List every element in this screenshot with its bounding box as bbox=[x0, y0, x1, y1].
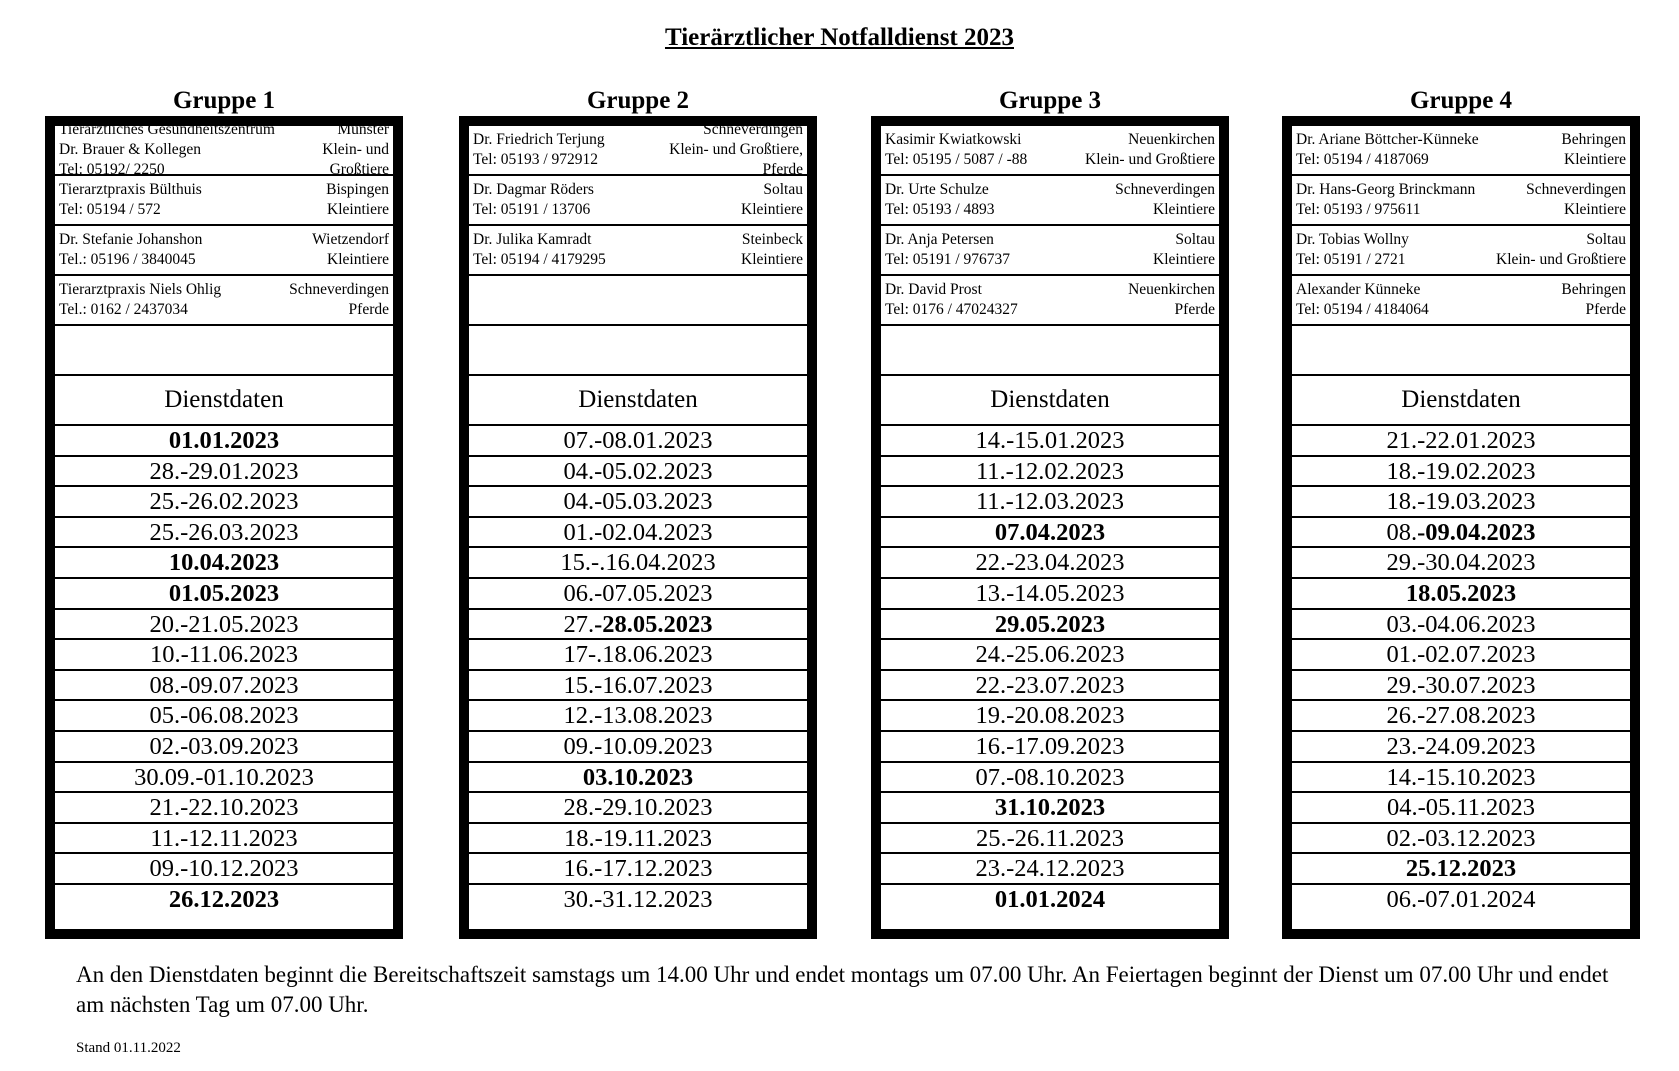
date-text: 04.-05.02.2023 bbox=[563, 457, 713, 485]
date-text: 20.-21.05.2023 bbox=[149, 610, 299, 638]
contact-location-species bbox=[741, 230, 803, 270]
contact-name-phone bbox=[1296, 230, 1409, 270]
service-date bbox=[881, 487, 1219, 518]
contact-name-phone bbox=[885, 280, 1018, 320]
service-date bbox=[469, 487, 807, 518]
date-text: 22.-23.07.2023 bbox=[975, 671, 1125, 699]
service-date bbox=[55, 763, 393, 794]
contact-line: Tel: 05194 / 4187069 bbox=[1296, 151, 1429, 168]
date-text: 21.-22.10.2023 bbox=[149, 794, 299, 822]
date-text: 05.-06.08.2023 bbox=[149, 702, 299, 730]
contact-line: Neuenkirchen bbox=[1128, 131, 1215, 148]
group-table bbox=[1282, 116, 1640, 939]
service-date bbox=[55, 487, 393, 518]
contact-row bbox=[469, 176, 807, 226]
group-table bbox=[871, 116, 1229, 939]
contact-line: Tel: 05195 / 5087 / -88 bbox=[885, 151, 1028, 168]
holiday-date-text: 10.04.2023 bbox=[168, 549, 280, 577]
service-date bbox=[1292, 793, 1630, 824]
contact-line: Pferde bbox=[348, 301, 389, 318]
holiday-date-text: 29.05.2023 bbox=[994, 610, 1106, 638]
date-text: 11.-12.03.2023 bbox=[975, 488, 1125, 516]
date-text: 25.-26.03.2023 bbox=[149, 518, 299, 546]
contact-row bbox=[881, 226, 1219, 276]
holiday-date-text: 01.01.2024 bbox=[994, 885, 1106, 913]
contact-row bbox=[881, 176, 1219, 226]
date-text: 14.-15.10.2023 bbox=[1386, 763, 1536, 791]
contact-line: Behringen bbox=[1561, 131, 1626, 148]
service-date bbox=[1292, 518, 1630, 549]
contact-name-phone bbox=[473, 180, 594, 220]
contact-row bbox=[55, 326, 393, 376]
contact-row bbox=[469, 326, 807, 376]
service-date bbox=[469, 732, 807, 763]
contact-location-species bbox=[1128, 280, 1215, 320]
contact-location-species bbox=[326, 180, 389, 220]
contact-name-phone bbox=[59, 180, 202, 220]
contact-line: Dr. Tobias Wollny bbox=[1296, 231, 1409, 248]
holiday-date-text: 03.10.2023 bbox=[582, 763, 694, 791]
date-text: 06.-07.05.2023 bbox=[563, 579, 713, 607]
service-date bbox=[1292, 763, 1630, 794]
contact-line: Pferde bbox=[1174, 301, 1215, 318]
service-date bbox=[1292, 548, 1630, 579]
contact-line: Schneverdingen bbox=[703, 121, 803, 138]
contact-line: Dr. Ariane Böttcher-Künneke bbox=[1296, 131, 1479, 148]
date-text: 25.-26.02.2023 bbox=[149, 488, 299, 516]
contact-line: Tel: 05193 / 4893 bbox=[885, 201, 995, 218]
contact-line: Soltau bbox=[1586, 231, 1626, 248]
contact-line: Klein- und bbox=[322, 141, 389, 158]
contact-name-phone bbox=[885, 180, 995, 220]
date-text: 01.-02.07.2023 bbox=[1386, 641, 1536, 669]
contact-line: Schneverdingen bbox=[1115, 181, 1215, 198]
service-date bbox=[469, 640, 807, 671]
contact-line: Kasimir Kwiatkowski bbox=[885, 131, 1022, 148]
contact-line: Tel: 05191 / 13706 bbox=[473, 201, 591, 218]
date-text: 19.-20.08.2023 bbox=[975, 702, 1125, 730]
contact-line: Schneverdingen bbox=[1526, 181, 1626, 198]
service-date bbox=[469, 854, 807, 885]
contact-name-phone bbox=[473, 130, 605, 170]
contact-line: Dr. Friedrich Terjung bbox=[473, 131, 605, 148]
contact-line: Steinbeck bbox=[741, 231, 803, 248]
contact-line: Klein- und Großtiere, bbox=[669, 141, 803, 158]
service-date bbox=[55, 518, 393, 549]
contact-line: Kleintiere bbox=[1153, 251, 1215, 268]
service-date bbox=[1292, 579, 1630, 610]
service-date bbox=[55, 457, 393, 488]
service-date bbox=[1292, 426, 1630, 457]
contact-row bbox=[881, 326, 1219, 376]
service-date bbox=[881, 671, 1219, 702]
contact-location-species bbox=[1115, 180, 1215, 220]
date-text: 15.-.16.04.2023 bbox=[560, 549, 716, 577]
contact-location-species bbox=[1153, 230, 1215, 270]
contact-location-species bbox=[1561, 130, 1626, 170]
date-text: 18.-19.03.2023 bbox=[1386, 488, 1536, 516]
date-text: 23.-24.12.2023 bbox=[975, 855, 1125, 883]
date-text: 11.-12.11.2023 bbox=[150, 824, 298, 852]
contact-line: Wietzendorf bbox=[312, 231, 389, 248]
holiday-date-text: -09.04.2023 bbox=[1417, 518, 1536, 546]
contact-line: Klein- und Großtiere bbox=[1496, 251, 1626, 268]
date-text: 08. bbox=[1386, 518, 1418, 546]
holiday-date-text: 07.04.2023 bbox=[994, 518, 1106, 546]
contact-row bbox=[1292, 226, 1630, 276]
contact-name-phone bbox=[885, 130, 1027, 170]
date-text: 30.09.-01.10.2023 bbox=[134, 763, 314, 791]
date-text: 27. bbox=[563, 610, 595, 638]
service-date bbox=[1292, 487, 1630, 518]
contact-line: Tel: 05193 / 975611 bbox=[1296, 201, 1421, 218]
holiday-date-text: -28.05.2023 bbox=[594, 610, 713, 638]
service-date bbox=[469, 548, 807, 579]
date-text: 04.-05.11.2023 bbox=[1386, 794, 1536, 822]
contact-line: Kleintiere bbox=[1564, 201, 1626, 218]
group-heading: Gruppe 1 bbox=[172, 87, 276, 114]
contact-row bbox=[55, 276, 393, 326]
contact-line: Neuenkirchen bbox=[1128, 281, 1215, 298]
contact-line: Kleintiere bbox=[1564, 151, 1626, 168]
contact-row bbox=[1292, 276, 1630, 326]
contact-line: Kleintiere bbox=[327, 251, 389, 268]
contact-name-phone bbox=[885, 230, 1010, 270]
date-text: 22.-23.04.2023 bbox=[975, 549, 1125, 577]
service-date bbox=[881, 885, 1219, 916]
contact-location-species bbox=[1085, 130, 1215, 170]
contact-line: Tierarztpraxis Niels Ohlig bbox=[59, 281, 222, 298]
date-text: 26.-27.08.2023 bbox=[1386, 702, 1536, 730]
dates-header: Dienstdaten bbox=[469, 376, 807, 426]
date-text: 15.-16.07.2023 bbox=[563, 671, 713, 699]
date-text: 25.-26.11.2023 bbox=[975, 824, 1125, 852]
contact-line: Tel: 05194 / 4179295 bbox=[473, 251, 606, 268]
contact-line: Dr. Brauer & Kollegen bbox=[59, 141, 202, 158]
contact-location-species bbox=[1561, 280, 1626, 320]
contact-line: Dr. Anja Petersen bbox=[885, 231, 994, 248]
contact-line: Tel: 0176 / 47024327 bbox=[885, 301, 1018, 318]
service-date bbox=[1292, 671, 1630, 702]
service-date bbox=[881, 457, 1219, 488]
date-text: 04.-05.03.2023 bbox=[563, 488, 713, 516]
holiday-date-text: 01.01.2023 bbox=[168, 427, 280, 454]
contact-row bbox=[55, 176, 393, 226]
service-date bbox=[55, 824, 393, 855]
service-hours-note: An den Dienstdaten beginnt die Bereitschaftszeit samstags um 14.00 Uhr und endet montags um 07.00 Uhr. An Feiertagen beginnt der Dienst um 07.00 Uhr und endet am nächsten Tag um 07.00 Uhr. bbox=[76, 962, 1609, 1017]
contact-name-phone bbox=[59, 280, 221, 320]
contact-line: Kleintiere bbox=[327, 201, 389, 218]
contact-location-species bbox=[669, 120, 803, 180]
service-date bbox=[1292, 854, 1630, 885]
contact-row bbox=[881, 126, 1219, 176]
service-date bbox=[55, 579, 393, 610]
contact-line: Dr. Stefanie Johanshon bbox=[59, 231, 203, 248]
date-text: 07.-08.10.2023 bbox=[975, 763, 1125, 791]
date-text: 23.-24.09.2023 bbox=[1386, 732, 1536, 760]
holiday-date-text: 31.10.2023 bbox=[994, 794, 1106, 822]
contact-location-species bbox=[312, 230, 389, 270]
contact-row bbox=[469, 226, 807, 276]
date-text: 28.-29.01.2023 bbox=[149, 457, 299, 485]
service-date bbox=[55, 885, 393, 916]
date-text: 06.-07.01.2024 bbox=[1386, 885, 1536, 913]
service-date bbox=[469, 701, 807, 732]
contact-line: Kleintiere bbox=[741, 201, 803, 218]
contact-line: Dr. Urte Schulze bbox=[885, 181, 989, 198]
service-date bbox=[55, 793, 393, 824]
group-heading: Gruppe 3 bbox=[998, 87, 1102, 114]
date-text: 14.-15.01.2023 bbox=[975, 427, 1125, 454]
contact-line: Tel: 05191 / 2721 bbox=[1296, 251, 1406, 268]
date-text: 29.-30.04.2023 bbox=[1386, 549, 1536, 577]
service-date bbox=[881, 824, 1219, 855]
date-text: 07.-08.01.2023 bbox=[563, 427, 713, 454]
contact-location-species bbox=[1496, 230, 1626, 270]
date-text: 21.-22.01.2023 bbox=[1386, 427, 1536, 454]
contact-line: Tel.: 05196 / 3840045 bbox=[59, 251, 196, 268]
contact-location-species bbox=[322, 120, 389, 180]
service-date bbox=[469, 824, 807, 855]
contact-name-phone bbox=[59, 120, 275, 180]
date-text: 30.-31.12.2023 bbox=[563, 885, 713, 913]
date-text: 16.-17.09.2023 bbox=[975, 732, 1125, 760]
date-text: 09.-10.12.2023 bbox=[149, 855, 299, 883]
service-date bbox=[1292, 701, 1630, 732]
date-text: 16.-17.12.2023 bbox=[563, 855, 713, 883]
contact-row bbox=[55, 121, 393, 178]
date-text: 01.-02.04.2023 bbox=[563, 518, 713, 546]
dates-header: Dienstdaten bbox=[1292, 376, 1630, 426]
contact-line: Dr. Dagmar Röders bbox=[473, 181, 594, 198]
service-date bbox=[469, 793, 807, 824]
contact-line: Dr. Julika Kamradt bbox=[473, 231, 592, 248]
contact-location-species bbox=[741, 180, 803, 220]
date-text: 18.-19.02.2023 bbox=[1386, 457, 1536, 485]
contact-line: Tierarztpraxis Bülthuis bbox=[59, 181, 202, 198]
group-column bbox=[871, 86, 1229, 939]
group-column bbox=[459, 86, 817, 939]
contact-line: Munster bbox=[337, 121, 389, 138]
service-date bbox=[881, 610, 1219, 641]
contact-row bbox=[469, 276, 807, 326]
service-date bbox=[469, 885, 807, 916]
group-table bbox=[45, 116, 403, 939]
contact-line: Dr. Hans-Georg Brinckmann bbox=[1296, 181, 1476, 198]
service-date bbox=[1292, 457, 1630, 488]
dates-header: Dienstdaten bbox=[881, 376, 1219, 426]
service-date bbox=[55, 854, 393, 885]
service-date bbox=[55, 610, 393, 641]
contact-location-species bbox=[1526, 180, 1626, 220]
service-date bbox=[55, 671, 393, 702]
date-text: 28.-29.10.2023 bbox=[563, 794, 713, 822]
date-text: 02.-03.12.2023 bbox=[1386, 824, 1536, 852]
service-date bbox=[1292, 640, 1630, 671]
group-column bbox=[1282, 86, 1640, 939]
service-date bbox=[881, 701, 1219, 732]
date-text: 11.-12.02.2023 bbox=[975, 457, 1125, 485]
date-text: 18.-19.11.2023 bbox=[563, 824, 713, 852]
contact-line: Tel.: 0162 / 2437034 bbox=[59, 301, 188, 318]
contact-line: Tel: 05191 / 976737 bbox=[885, 251, 1011, 268]
date-text: 02.-03.09.2023 bbox=[149, 732, 299, 760]
contact-name-phone bbox=[473, 230, 606, 270]
group-heading: Gruppe 2 bbox=[586, 87, 690, 114]
service-date bbox=[881, 732, 1219, 763]
contact-line: Kleintiere bbox=[741, 251, 803, 268]
date-text: 08.-09.07.2023 bbox=[149, 671, 299, 699]
service-date bbox=[1292, 824, 1630, 855]
holiday-date-text: 18.05.2023 bbox=[1405, 579, 1517, 607]
service-date bbox=[881, 763, 1219, 794]
service-date bbox=[469, 579, 807, 610]
contact-name-phone bbox=[1296, 130, 1479, 170]
contact-row bbox=[881, 276, 1219, 326]
contact-row bbox=[1292, 326, 1630, 376]
date-text: 09.-10.09.2023 bbox=[563, 732, 713, 760]
contact-row bbox=[1292, 126, 1630, 176]
contact-line: Pferde bbox=[762, 161, 803, 178]
contact-line: Soltau bbox=[1175, 231, 1215, 248]
service-date bbox=[881, 640, 1219, 671]
stand-date: Stand 01.11.2022 bbox=[76, 1040, 181, 1056]
group-table bbox=[459, 116, 817, 939]
service-date bbox=[881, 579, 1219, 610]
service-date bbox=[881, 426, 1219, 457]
date-text: 29.-30.07.2023 bbox=[1386, 671, 1536, 699]
service-date bbox=[881, 518, 1219, 549]
contact-row bbox=[55, 226, 393, 276]
contact-row bbox=[1292, 176, 1630, 226]
contact-line: Tel: 05194 / 4184064 bbox=[1296, 301, 1429, 318]
contact-line: Dr. David Prost bbox=[885, 281, 982, 298]
date-text: 10.-11.06.2023 bbox=[149, 641, 299, 669]
date-text: 17-.18.06.2023 bbox=[563, 641, 713, 669]
group-column bbox=[45, 86, 403, 939]
holiday-date-text: 26.12.2023 bbox=[168, 885, 280, 913]
date-text: 03.-04.06.2023 bbox=[1386, 610, 1536, 638]
contact-line: Großtiere bbox=[329, 161, 389, 178]
service-date bbox=[55, 426, 393, 457]
contact-line: Klein- und Großtiere bbox=[1085, 151, 1215, 168]
holiday-date-text: 01.05.2023 bbox=[168, 579, 280, 607]
contact-line: Tel: 05194 / 572 bbox=[59, 201, 161, 218]
service-date bbox=[55, 701, 393, 732]
service-date bbox=[55, 640, 393, 671]
contact-name-phone bbox=[1296, 180, 1475, 220]
contact-line: Pferde bbox=[1585, 301, 1626, 318]
date-text: 12.-13.08.2023 bbox=[563, 702, 713, 730]
service-date bbox=[881, 854, 1219, 885]
contact-line: Tierärztliches Gesundheitszentrum bbox=[59, 121, 275, 138]
service-date bbox=[881, 548, 1219, 579]
service-date bbox=[469, 426, 807, 457]
contact-line: Schneverdingen bbox=[289, 281, 389, 298]
service-date bbox=[469, 457, 807, 488]
service-date bbox=[469, 763, 807, 794]
service-date bbox=[881, 793, 1219, 824]
contact-line: Tel: 05192/ 2250 bbox=[59, 161, 165, 178]
holiday-date-text: 25.12.2023 bbox=[1405, 855, 1517, 883]
service-date bbox=[1292, 732, 1630, 763]
contact-line: Alexander Künneke bbox=[1296, 281, 1421, 298]
service-date bbox=[469, 610, 807, 641]
service-date bbox=[1292, 610, 1630, 641]
contact-name-phone bbox=[59, 230, 202, 270]
service-date bbox=[469, 671, 807, 702]
service-date bbox=[55, 732, 393, 763]
date-text: 13.-14.05.2023 bbox=[975, 579, 1125, 607]
contact-line: Behringen bbox=[1561, 281, 1626, 298]
contact-name-phone bbox=[1296, 280, 1429, 320]
service-date bbox=[1292, 885, 1630, 916]
contact-location-species bbox=[289, 280, 389, 320]
page-title: Tierärztlicher Notfalldienst 2023 bbox=[664, 24, 1014, 51]
date-text: 24.-25.06.2023 bbox=[975, 641, 1125, 669]
service-date bbox=[55, 548, 393, 579]
contact-line: Tel: 05193 / 972912 bbox=[473, 151, 599, 168]
service-date bbox=[469, 518, 807, 549]
group-heading: Gruppe 4 bbox=[1409, 87, 1513, 114]
contact-row bbox=[469, 121, 807, 178]
contact-line: Bispingen bbox=[326, 181, 389, 198]
dates-header: Dienstdaten bbox=[55, 376, 393, 426]
contact-line: Soltau bbox=[763, 181, 803, 198]
contact-line: Kleintiere bbox=[1153, 201, 1215, 218]
